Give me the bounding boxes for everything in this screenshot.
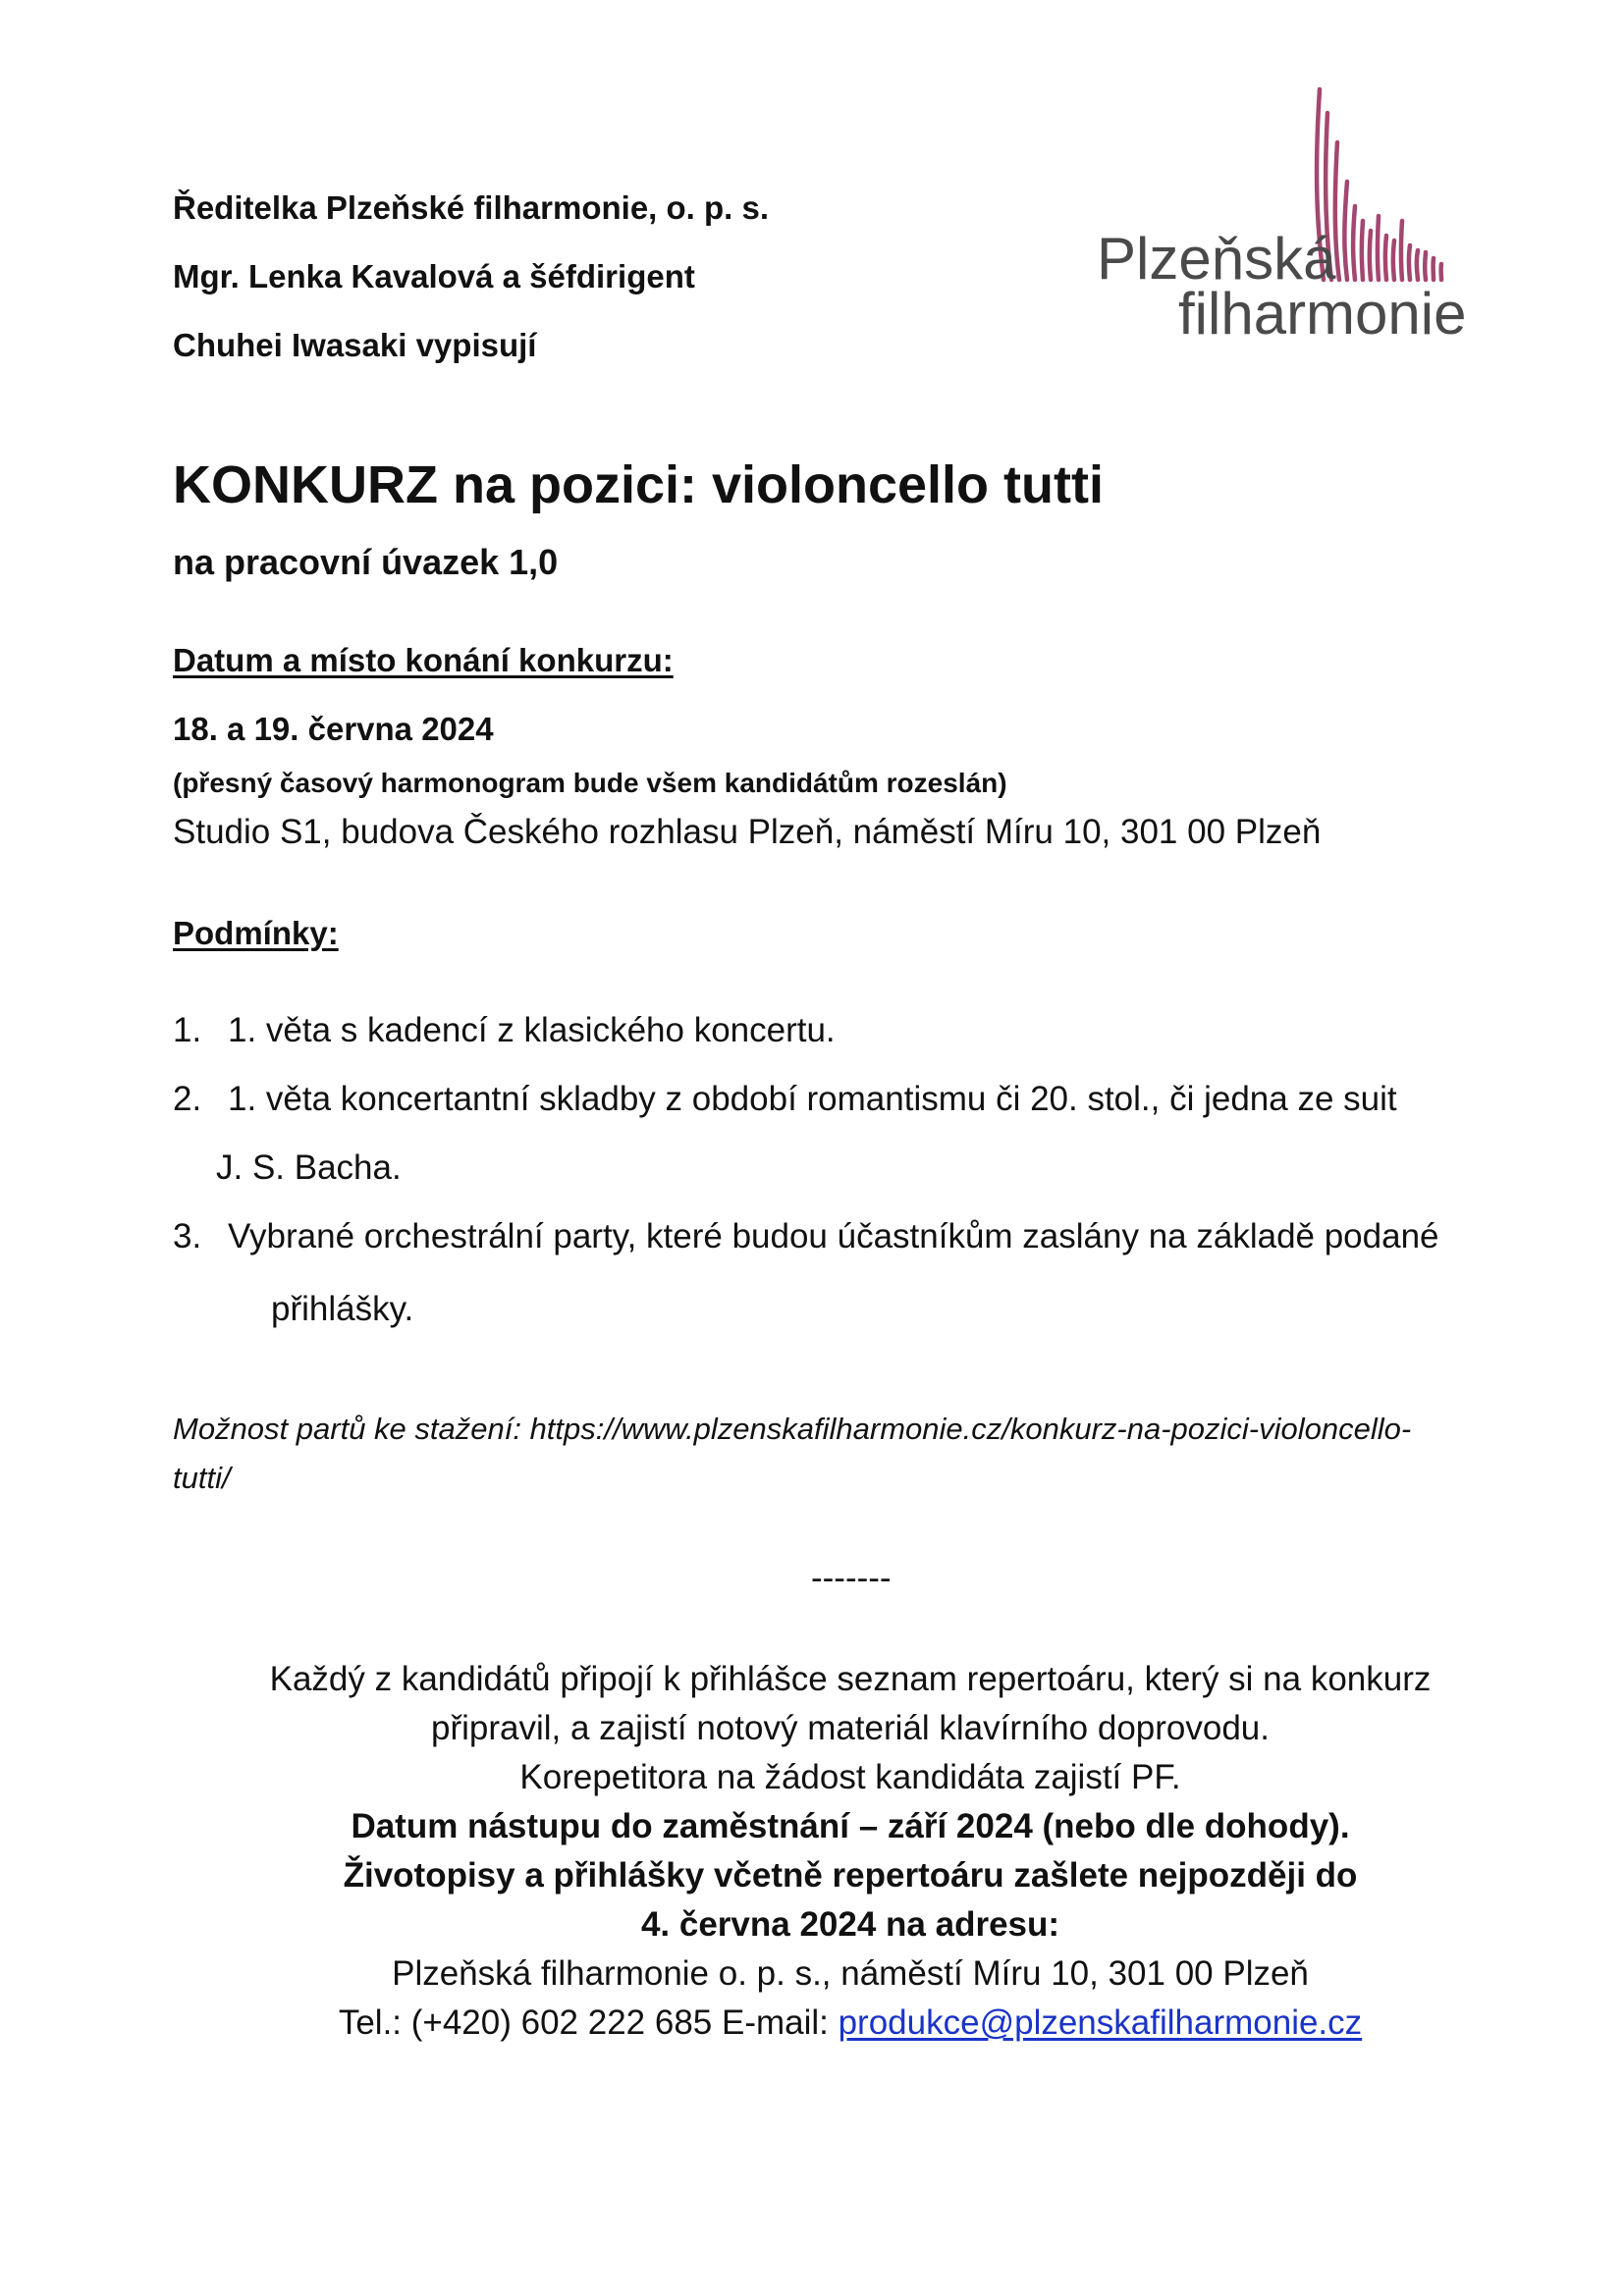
separator: ------- xyxy=(811,1559,892,1597)
page-title: KONKURZ na pozici: violoncello tutti xyxy=(173,455,1104,514)
list-item-text: 1. věta s kadencí z klasického koncertu. xyxy=(228,1011,836,1049)
audition-dates: 18. a 19. června 2024 xyxy=(173,711,494,747)
footer-info xyxy=(173,1655,1528,2048)
start-date-line: Datum nástupu do zaměstnání – září 2024 (nebo dle dohody). xyxy=(351,1807,1350,1845)
list-number: 1. xyxy=(173,1011,202,1049)
page-subtitle: na pracovní úvazek 1,0 xyxy=(173,542,559,582)
list-item-continuation: J. S. Bacha. xyxy=(216,1148,402,1187)
logo-text-line-2: filharmonie xyxy=(1178,281,1467,347)
footer-line-2: připravil, a zajistí notový materiál klavírního doprovodu. xyxy=(430,1709,1270,1747)
header-line-3: Chuhei Iwasaki vypisují xyxy=(173,327,537,363)
conditions-heading: Podmínky: xyxy=(173,915,339,951)
list-number: 2. xyxy=(173,1080,202,1118)
deadline-line-2: 4. června 2024 na adresu: xyxy=(640,1905,1060,1944)
email-link[interactable]: produkce@plzenskafilharmonie.cz xyxy=(838,2003,1363,2042)
deadline-line-1: Životopisy a přihlášky včetně repertoáru zašlete nejpozději do xyxy=(343,1856,1358,1895)
list-item-continuation: přihlášky. xyxy=(271,1290,414,1328)
date-section-heading: Datum a místo konání konkurzu: xyxy=(173,642,674,678)
download-note-line-2: tutti/ xyxy=(173,1461,231,1495)
header-line-1: Ředitelka Plzeňské filharmonie, o. p. s. xyxy=(173,189,770,226)
schedule-note: (přesný časový harmonogram bude všem kandidátům rozeslán) xyxy=(173,768,1007,798)
address-line: Plzeňská filharmonie o. p. s., náměstí Míru 10, 301 00 Plzeň xyxy=(392,1954,1309,1993)
list-item-text: Vybrané orchestrální party, které budou účastníkům zaslány na základě podané xyxy=(228,1217,1439,1255)
list-number: 3. xyxy=(173,1217,202,1255)
phone-text: Tel.: (+420) 602 222 685 E-mail: xyxy=(338,2003,839,2042)
footer-line-3: Korepetitora na žádost kandidáta zajistí PF. xyxy=(519,1758,1181,1796)
contact-line xyxy=(173,1999,1528,2048)
footer-line-1: Každý z kandidátů připojí k přihlášce seznam repertoáru, který si na konkurz xyxy=(269,1660,1432,1698)
list-item-text: 1. věta koncertantní skladby z období romantismu či 20. stol., či jedna ze suit xyxy=(228,1080,1397,1118)
header-line-2: Mgr. Lenka Kavalová a šéfdirigent xyxy=(173,258,695,294)
logo-text-line-1: Plzeňská xyxy=(1097,226,1336,292)
download-note-line-1: Možnost partů ke stažení: https://www.plzenskafilharmonie.cz/konkurz-na-pozici-violoncello- xyxy=(173,1412,1412,1446)
audition-place: Studio S1, budova Českého rozhlasu Plzeň, náměstí Míru 10, 301 00 Plzeň xyxy=(173,813,1322,851)
